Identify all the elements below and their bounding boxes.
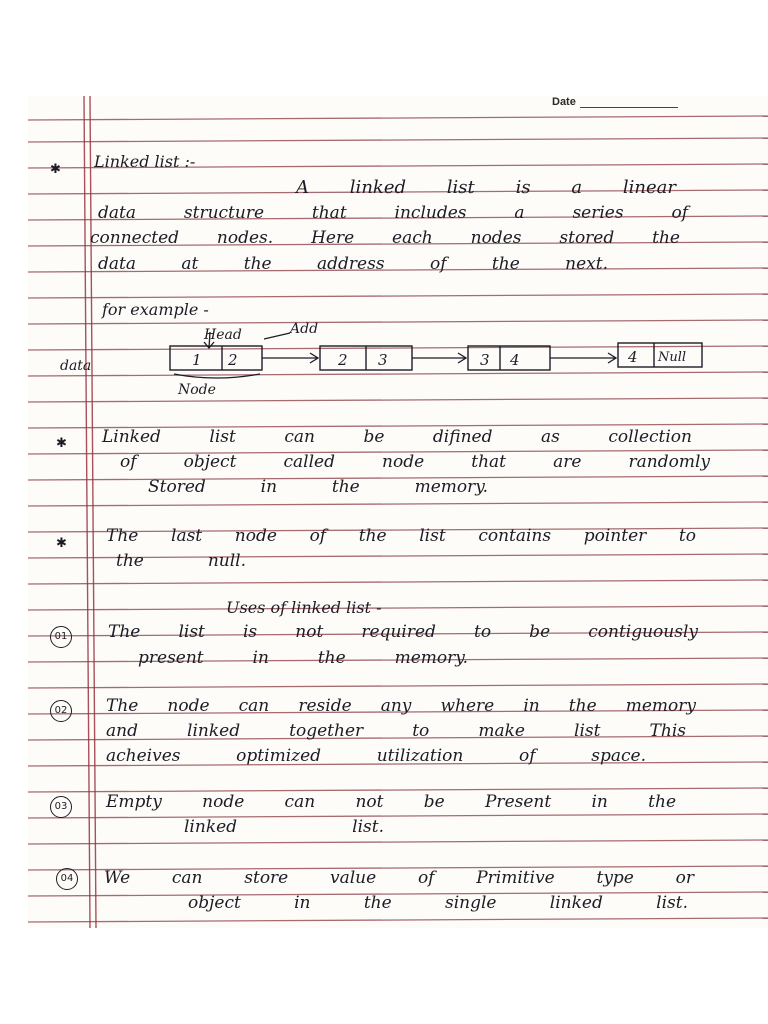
node-3-next: 4: [510, 351, 520, 369]
pointer-arrow-1: [262, 353, 318, 363]
use-2-line-1: The node can reside any where in the memory: [106, 696, 696, 716]
add-pointer-line: [264, 333, 290, 339]
pointer-arrow-3: [550, 353, 616, 363]
node-1-data: 1: [192, 351, 202, 369]
list-node-4: [618, 343, 702, 367]
point-1-bullet: ✱: [56, 436, 67, 451]
point-2-line-1: The last node of the list contains pointer to: [106, 526, 696, 546]
definition-line-4: data at the address of the next.: [98, 254, 608, 274]
point-1-line-3: Stored in the memory.: [148, 477, 488, 497]
node-2-data: 2: [338, 351, 348, 369]
use-1-line-1: The list is not required to be contiguously: [108, 622, 698, 642]
date-label: Date: [552, 96, 576, 108]
use-4-number: 04: [56, 868, 78, 890]
add-label: Add: [290, 321, 319, 337]
node-2-next: 3: [378, 351, 388, 369]
point-1-line-1: Linked list can be difined as collection: [102, 427, 692, 447]
point-2-line-2: the null.: [116, 551, 246, 571]
node-1-next: 2: [228, 351, 238, 369]
list-node-1: [170, 346, 262, 370]
use-4-line-2: object in the single linked list.: [188, 893, 688, 913]
use-3-number: 03: [50, 796, 72, 818]
node-4-data: 4: [628, 348, 638, 366]
use-2-number: 02: [50, 700, 72, 722]
node-4-next: Null: [658, 350, 687, 365]
notebook-page: [28, 96, 768, 928]
use-3-line-1: Empty node can not be Present in the: [106, 792, 676, 812]
data-label: data: [60, 358, 92, 374]
head-label: Head: [204, 327, 242, 343]
node-3-data: 3: [480, 351, 490, 369]
node-label: Node: [178, 382, 216, 398]
pointer-arrow-2: [412, 353, 466, 363]
point-1-line-2: of object called node that are randomly: [120, 452, 710, 472]
list-node-2: [320, 346, 412, 370]
use-1-number: 01: [50, 626, 72, 648]
use-2-line-3: acheives optimized utilization of space.: [106, 746, 646, 766]
title-bullet: ✱: [50, 162, 61, 177]
node-brace: [174, 374, 260, 378]
use-3-line-2: linked list.: [184, 817, 384, 837]
list-node-3: [468, 346, 550, 370]
example-label: for example -: [102, 300, 209, 319]
uses-heading: Uses of linked list -: [226, 598, 382, 617]
use-4-line-1: We can store value of Primitive type or: [104, 868, 694, 888]
definition-line-1: A linked list is a linear: [296, 177, 676, 198]
definition-line-3: connected nodes. Here each nodes stored the: [90, 228, 680, 248]
point-2-bullet: ✱: [56, 536, 67, 551]
use-2-line-2: and linked together to make list This: [106, 721, 686, 741]
page-title: Linked list :-: [94, 152, 196, 171]
definition-line-2: data structure that includes a series of: [98, 203, 688, 223]
use-1-line-2: present in the memory.: [138, 648, 468, 668]
